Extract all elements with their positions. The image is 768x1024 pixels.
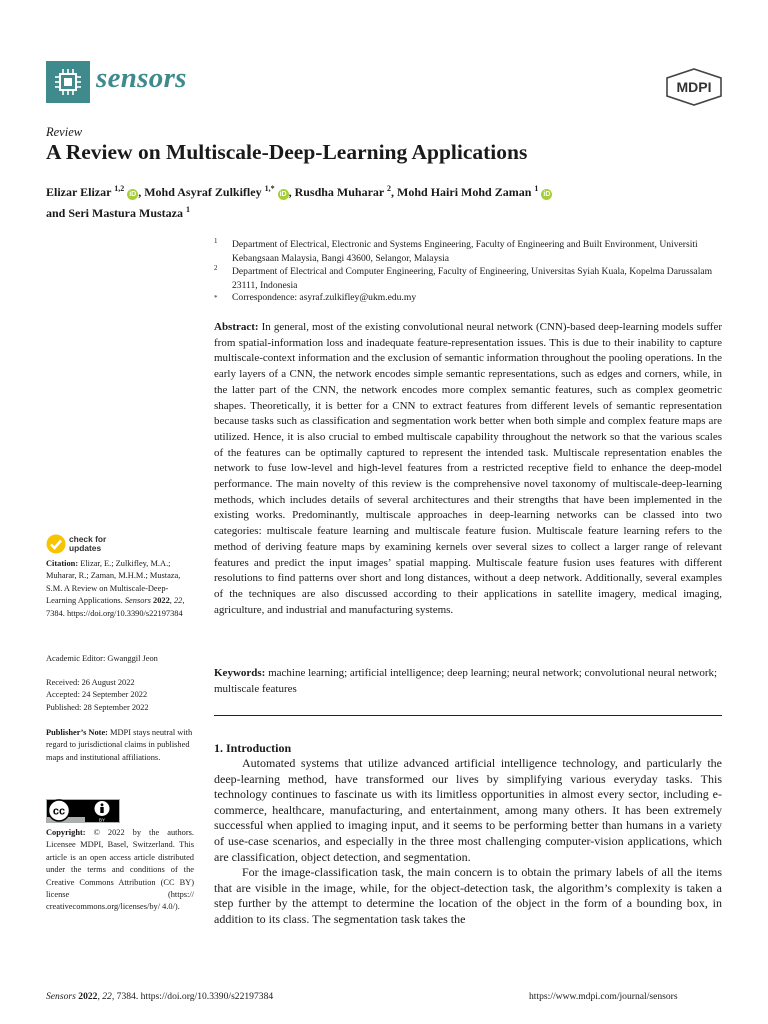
- keywords-label: Keywords:: [214, 667, 266, 679]
- footer-journal: Sensors: [46, 991, 76, 1002]
- abstract-label: Abstract:: [214, 321, 259, 333]
- publication-dates: [46, 677, 194, 714]
- abstract-text: In general, most of the existing convolutional neural network (CNN)-based deep-learning models suffer from spatial-information loss and inadequate feature-representation issues. This is due to their inability to capture multiscale-context information and the exclusion of semantic information throughout the pooling operations. In the early layers of a CNN, the network encodes simple semantic representations, such as edges and corners, while, in the latter part of the CNN, the network encodes more complex semantic features, such as complex geometric shapes. Theoretically, it is better for a CNN to extract features from different levels of semantic representation because tasks such as classification and segmentation work better when both simple and complex feature maps are utilized. Hence, it is also crucial to embed multiscale capability throughout the network so that the various scales of the features can be optimally captured to represent the intended task. Multiscale representation enables the network to fuse low-level and high-level features from a restricted receptive field to enhance the deep-model performance. The main novelty of this review is the comprehensive novel taxonomy of multiscale-deep-learning methods, which includes details of several architectures and their strengths that have been implemented in the existing works. Predominantly, multiscale approaches in deep-learning networks can be classed into two categories: multiscale feature learning and multiscale feature fusion. Multiscale feature learning refers to the method of deriving feature maps by examining kernels over several sizes to collect a larger range of relevant features and predict the input images’ spatial mapping. Multiscale feature fusion uses features with different resolutions to find patterns over short and long distances, without a deep network. Additionally, several examples of the techniques are also discussed according to their applications in satellite imagery, medical imaging, agriculture, and industrial and manufacturing systems.: [214, 321, 722, 616]
- affiliation-mark: 2: [214, 264, 218, 272]
- author-connector: and: [46, 206, 66, 220]
- affiliation-item: [214, 238, 726, 265]
- by-label: BY: [98, 817, 106, 823]
- author-name[interactable]: Seri Mastura Mustaza: [68, 206, 184, 220]
- mdpi-hexagon-icon: [664, 68, 724, 106]
- check-for-updates-icon[interactable]: [46, 534, 66, 559]
- journal-name[interactable]: sensors: [96, 62, 187, 94]
- citation-text: Elizar, E.; Zulkifley, M.A.; Muharar, R.; Zaman, M.H.M.; Mustaza, S.M. A Review on Multiscale-Deep-Learning Applications.: [46, 559, 181, 606]
- author-affiliation-mark: 1: [186, 205, 191, 214]
- author-name[interactable]: Mohd Hairi Mohd Zaman: [397, 185, 532, 199]
- copyright-label: Copyright:: [46, 828, 86, 837]
- correspondence-text[interactable]: Correspondence: asyraf.zulkifley@ukm.edu.my: [232, 292, 417, 303]
- academic-editor: Academic Editor: Gwanggil Jeon: [46, 654, 158, 663]
- publisher-note-label: Publisher’s Note:: [46, 728, 108, 737]
- citation-block: Citation: Elizar, E.; Zulkifley, M.A.; Muharar, R.; Zaman, M.H.M.; Mustaza, S.M. A Review on Multiscale-Deep-Learning Applications. Sensors 2022, 22, 7384. https://doi.org/10.3390/s22197384: [46, 559, 185, 618]
- mdpi-logo[interactable]: [664, 68, 724, 111]
- publisher-note-text: MDPI stays neutral with regard to jurisdictional claims in published maps and institutional affiliations.: [46, 728, 193, 762]
- author-name[interactable]: Mohd Asyraf Zulkifley: [144, 185, 262, 199]
- mdpi-label: MDPI: [676, 79, 712, 95]
- footer-citation: Sensors 2022, 22, 7384. https://doi.org/10.3390/s22197384: [46, 991, 274, 1002]
- accepted-date: Accepted: 24 September 2022: [46, 690, 148, 700]
- section-divider: [214, 715, 722, 716]
- affiliation-text: Department of Electrical, Electronic and Systems Engineering, Faculty of Engineering and Built Environment, Universiti Kebangsaan Malaysia, Bangi 43600, Selangor, Malaysia: [232, 239, 698, 264]
- check-updates-line2: updates: [69, 543, 102, 553]
- author-affiliation-mark: 1: [534, 184, 539, 193]
- footer-journal-url[interactable]: https://www.mdpi.com/journal/sensors: [529, 991, 678, 1002]
- author-list: Elizar Elizar $^{1,2}$ iD , Mohd Asyraf Zulkifley $^{1,*}$ iD , Rusdha Muharar $^2$, Mohd Hairi Mohd Zaman $^1$ iD and Seri Mastura Mustaza $^1$: [46, 184, 551, 220]
- citation-article-no: , 7384.: [46, 596, 185, 618]
- chip-icon: [46, 61, 90, 103]
- check-updates-line1: check for: [69, 534, 107, 544]
- cc-by-license-badge[interactable]: [46, 799, 120, 828]
- orcid-icon[interactable]: iD: [129, 191, 137, 198]
- citation-year: 2022: [153, 596, 170, 606]
- affiliation-mark: 1: [214, 237, 218, 245]
- affiliation-mark: *: [214, 294, 218, 302]
- orcid-icon[interactable]: iD: [543, 191, 551, 198]
- author-name[interactable]: Elizar Elizar: [46, 185, 112, 199]
- keywords-text: machine learning; artificial intelligence; deep learning; neural network; convolutional neural network; multiscale features: [214, 667, 718, 695]
- article-type: Review: [46, 125, 83, 139]
- footer-year: 2022: [78, 991, 98, 1002]
- footer-doi[interactable]: , 7384. https://doi.org/10.3390/s22197384: [111, 991, 274, 1002]
- copyright-text: © 2022 by the authors. Licensee MDPI, Basel, Switzerland. This article is an open access article distributed under the terms and conditions of the Creative Commons Attribution (CC BY) license (https:// creativecommons.org/licenses/by/ 4.0/).: [46, 828, 195, 912]
- citation-doi-link[interactable]: https://doi.org/10.3390/s22197384: [66, 608, 183, 618]
- author-affiliation-mark: 2: [387, 184, 392, 193]
- article-title: A Review on Multiscale-Deep-Learning Applications: [46, 140, 528, 164]
- section-heading: 1. Introduction: [214, 741, 292, 755]
- cc-label: cc: [52, 805, 66, 818]
- affiliation-text: Department of Electrical and Computer Engineering, Faculty of Engineering, Universitas Syiah Kuala, Kopelma Darussalam 23111, Indonesia: [232, 266, 713, 291]
- published-date: Published: 28 September 2022: [46, 702, 149, 712]
- introduction-body: [214, 756, 722, 928]
- citation-journal: Sensors: [124, 596, 151, 606]
- paragraph: For the image-classification task, the main concern is to obtain the primary labels of all the items that are visible in the image, while, for the object-detection task, the algorithm’s complexity is taken a step further by the attempt to determine the location of the object in the form of a bounding box, in addition to its class. The segmentation task takes the: [214, 865, 722, 926]
- paragraph: Automated systems that utilize advanced artificial intelligence technology, and particularly the deep-learning method, have transformed our lives by simplifying various everyday tasks. This technology continues to fascinate us with its limitless opportunities in almost every sector, including e-commerce, healthcare, manufacturing, and entertainment, among many others. It has been extremely successful when applied to imaging input, and it seems to be performing better than humans in a variety of use-case scenarios, and especially in the three most challenging computer-vision applications, which are classification, object detection, and segmentation.: [214, 756, 722, 864]
- abstract: [214, 320, 722, 618]
- author-affiliation-mark: 1,2: [114, 184, 125, 193]
- publisher-note: [46, 727, 194, 764]
- footer-volume: 22: [102, 991, 112, 1002]
- orcid-icon[interactable]: iD: [279, 191, 287, 198]
- affiliation-item: [214, 291, 726, 305]
- citation-volume: 22: [173, 596, 183, 606]
- author-name[interactable]: Rusdha Muharar: [294, 185, 385, 199]
- keywords: [214, 666, 722, 697]
- received-date: Received: 26 August 2022: [46, 678, 135, 687]
- check-for-updates-button[interactable]: [69, 535, 106, 553]
- affiliation-item: [214, 265, 726, 292]
- citation-label: Citation:: [46, 559, 79, 568]
- author-affiliation-mark: 1,*: [264, 184, 275, 193]
- journal-logo[interactable]: [46, 61, 90, 103]
- copyright-block: [46, 827, 194, 914]
